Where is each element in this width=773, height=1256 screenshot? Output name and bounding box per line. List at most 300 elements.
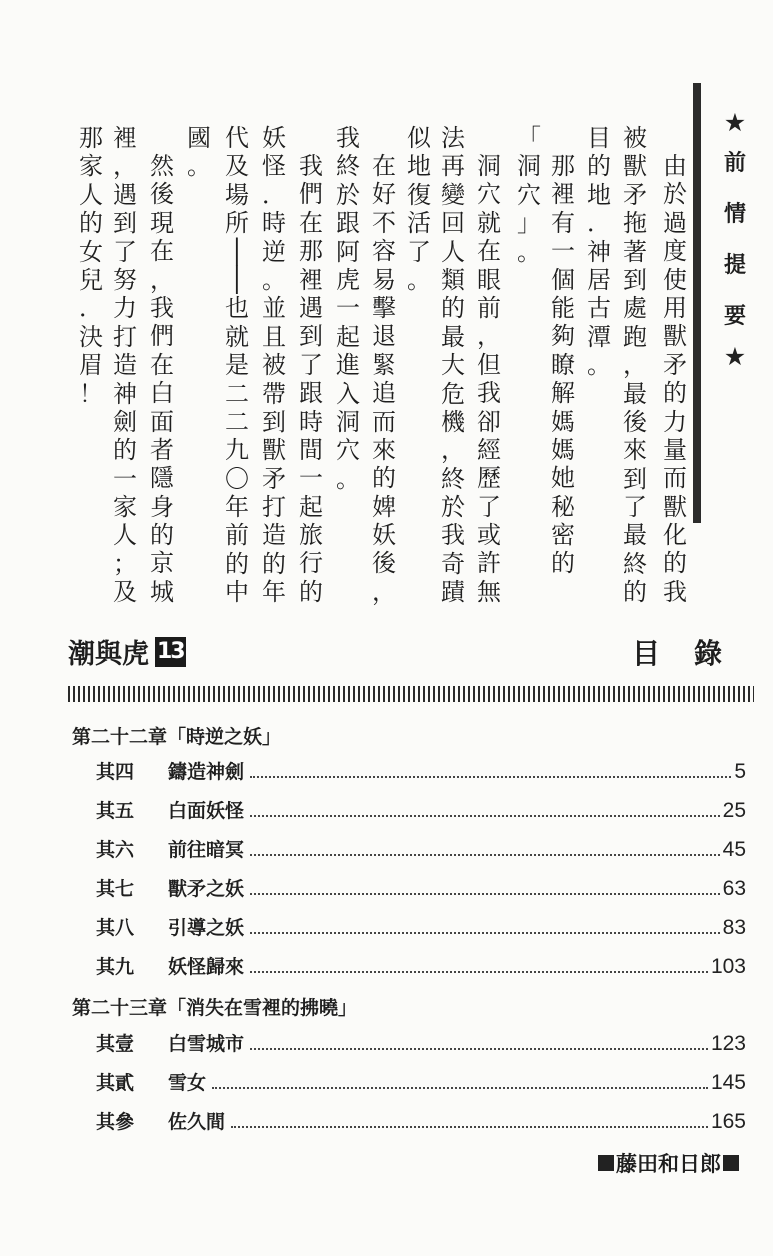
recap-char: ，: [113, 152, 137, 181]
recap-char: 矛: [262, 464, 286, 493]
recap-char: 後: [623, 407, 647, 436]
recap-char: 起: [299, 492, 323, 521]
recap-char: 到: [623, 265, 647, 294]
toc-entry[interactable]: [96, 914, 746, 940]
toc-entry[interactable]: [96, 758, 746, 784]
recap-char: 地: [587, 180, 611, 209]
recap-char: 家: [113, 493, 137, 522]
recap-char: 的: [441, 294, 465, 323]
recap-char: 前: [477, 293, 501, 322]
recap-char: 那: [79, 124, 103, 152]
recap-char: 終: [336, 152, 360, 181]
dot-leader: [250, 1047, 708, 1050]
chapter-heading: 第二十二章「時逆之妖」: [72, 726, 282, 748]
entry-title: 鑄造神劍: [168, 761, 245, 783]
recap-char: 機: [441, 407, 465, 436]
recap-char: 中: [225, 578, 249, 607]
recap-char: 〇: [225, 464, 249, 493]
entry-title: 白雪城市: [168, 1033, 245, 1055]
recap-char: 古: [587, 294, 611, 323]
recap-char: 居: [587, 265, 611, 294]
recap-column: [511, 124, 547, 266]
dot-leader: [250, 814, 720, 817]
recap-char: 造: [113, 351, 137, 380]
recap-char: 被: [623, 124, 647, 152]
recap-char: 入: [336, 379, 360, 408]
recap-heading: [718, 108, 752, 372]
recap-char: 一: [551, 237, 575, 266]
recap-char: 或: [477, 521, 501, 550]
recap-char: 且: [262, 322, 286, 351]
recap-char: 獸: [623, 152, 647, 181]
entry-page: 83: [722, 916, 746, 939]
recap-char: 力: [663, 407, 687, 436]
recap-char: 的: [79, 209, 103, 238]
recap-column: [401, 124, 437, 294]
recap-char: 我: [477, 379, 501, 408]
recap-char: ，: [441, 436, 465, 465]
recap-char: ，: [150, 265, 174, 294]
recap-char: 家: [79, 152, 103, 181]
entry-page: 63: [722, 877, 746, 900]
dot-leader: [250, 970, 708, 973]
recap-column: [73, 124, 109, 408]
recap-char: 眉: [79, 351, 103, 380]
recap-char: 」: [517, 209, 541, 238]
recap-char: 。: [187, 152, 211, 181]
recap-char: 現: [150, 208, 174, 237]
recap-char: 人: [79, 180, 103, 209]
recap-char: │: [229, 237, 245, 266]
recap-column: [293, 152, 329, 606]
recap-char: 逆: [262, 237, 286, 266]
recap-column: [581, 124, 617, 380]
recap-char: 好: [372, 180, 396, 209]
recap-char: 度: [663, 237, 687, 266]
author-credit: [596, 1148, 741, 1178]
recap-char: 來: [623, 436, 647, 465]
recap-char: 媽: [551, 407, 575, 436]
recap-column: [330, 124, 366, 493]
recap-char: 力: [113, 294, 137, 323]
recap-char: 到: [113, 209, 137, 238]
recap-char: 的: [299, 577, 323, 606]
recap-char: 後: [372, 549, 396, 578]
recap-char: 危: [441, 379, 465, 408]
recap-char: 不: [372, 208, 396, 237]
recap-char: 。: [262, 265, 286, 294]
recap-char: 的: [262, 549, 286, 578]
recap-char: 量: [663, 435, 687, 464]
recap-column: [107, 124, 143, 607]
recap-char: 但: [477, 350, 501, 379]
recap-char: 城: [150, 577, 174, 606]
recap-char: 我: [663, 577, 687, 606]
recap-column: [181, 124, 217, 181]
recap-char: 用: [663, 293, 687, 322]
recap-char: 似: [407, 124, 431, 152]
author-name: 藤田和日郎: [616, 1152, 721, 1176]
star-icon: ★: [723, 108, 747, 137]
recap-char: 在: [477, 237, 501, 266]
recap-char: 劍: [113, 407, 137, 436]
recap-char: 的: [663, 549, 687, 578]
recap-char: 那: [299, 237, 323, 266]
recap-char: 所: [225, 209, 249, 238]
entry-number: 其七: [96, 878, 135, 900]
recap-char: 在: [150, 350, 174, 379]
recap-char: 。: [587, 351, 611, 380]
entry-page: 145: [710, 1071, 746, 1094]
recap-heading-char: 前: [723, 151, 746, 176]
recap-char: 怪: [262, 152, 286, 181]
recap-char: 洞: [517, 152, 541, 181]
recap-char: 無: [477, 577, 501, 606]
recap-column: [545, 152, 581, 578]
recap-char: 兒: [79, 265, 103, 294]
recap-char: 後: [150, 180, 174, 209]
dot-leader: [231, 1125, 708, 1128]
recap-column: [657, 152, 693, 606]
recap-char: 遇: [299, 293, 323, 322]
recap-char: 裡: [299, 265, 323, 294]
recap-char: 努: [113, 265, 137, 294]
recap-char: 到: [623, 464, 647, 493]
recap-char: 歷: [477, 464, 501, 493]
recap-char: 跑: [623, 322, 647, 351]
entry-title: 佐久間: [168, 1111, 226, 1133]
recap-char: 緊: [372, 350, 396, 379]
toc-entry[interactable]: [96, 1069, 746, 1095]
entry-number: 其九: [96, 956, 135, 978]
recap-column: [435, 124, 471, 607]
recap-char: 眼: [477, 265, 501, 294]
recap-char: 們: [150, 322, 174, 351]
recap-divider-bar: [693, 83, 701, 523]
recap-char: 最: [441, 322, 465, 351]
recap-char: 人: [113, 521, 137, 550]
entry-page: 45: [722, 838, 746, 861]
entry-page: 103: [710, 955, 746, 978]
recap-char: 二: [225, 407, 249, 436]
recap-char: 是: [225, 351, 249, 380]
recap-body: [55, 124, 687, 607]
recap-char: 跟: [336, 209, 360, 238]
recap-char: 卻: [477, 407, 501, 436]
recap-char: 穴: [477, 180, 501, 209]
recap-char: 裡: [113, 124, 137, 152]
recap-char: 潭: [587, 322, 611, 351]
recap-char: 地: [407, 152, 431, 181]
recap-char: 類: [441, 265, 465, 294]
square-bullet-icon: [598, 1155, 614, 1171]
recap-column: [617, 124, 653, 607]
recap-char: 虎: [336, 265, 360, 294]
entry-page: 5: [734, 760, 746, 783]
entry-number: 其八: [96, 917, 135, 939]
recap-char: 變: [441, 180, 465, 209]
recap-char: 終: [441, 464, 465, 493]
recap-char: 年: [225, 493, 249, 522]
recap-char: 行: [299, 549, 323, 578]
recap-char: 復: [407, 180, 431, 209]
recap-char: 她: [551, 464, 575, 493]
recap-char: 來: [372, 435, 396, 464]
chapter-heading: 第二十三章「消失在雪裡的拂曉」: [72, 997, 358, 1019]
recap-char: 瞭: [551, 350, 575, 379]
recap-char: 的: [225, 549, 249, 578]
recap-char: 蹟: [441, 578, 465, 607]
recap-char: 容: [372, 237, 396, 266]
recap-char: 帶: [262, 379, 286, 408]
recap-char: 而: [372, 407, 396, 436]
recap-char: 在: [299, 208, 323, 237]
recap-char: 就: [225, 322, 249, 351]
recap-char: 婢: [372, 492, 396, 521]
toc-entry[interactable]: [96, 1108, 746, 1134]
recap-char: ．: [79, 294, 103, 323]
recap-char: 媽: [551, 435, 575, 464]
recap-char: 許: [477, 549, 501, 578]
recap-char: 活: [407, 209, 431, 238]
toc-divider-rule: [68, 686, 754, 702]
recap-char: 獸: [262, 436, 286, 465]
recap-char: 那: [551, 152, 575, 180]
recap-char: 獸: [663, 322, 687, 351]
entry-number: 其參: [96, 1111, 135, 1133]
recap-char: 打: [262, 493, 286, 522]
recap-char: 就: [477, 208, 501, 237]
recap-char: 旅: [299, 521, 323, 550]
recap-char: 被: [262, 351, 286, 380]
recap-char: 的: [623, 578, 647, 607]
recap-char: 妖: [372, 521, 396, 550]
entry-title: 白面妖怪: [168, 800, 245, 822]
recap-heading-char: 提: [723, 253, 746, 278]
recap-char: 退: [372, 322, 396, 351]
dot-leader: [212, 1086, 708, 1089]
recap-char: 時: [262, 209, 286, 238]
recap-char: 。: [336, 464, 360, 493]
recap-char: 於: [336, 180, 360, 209]
recap-char: ．: [262, 180, 286, 209]
recap-char: 遇: [113, 180, 137, 209]
recap-char: 國: [187, 124, 211, 152]
recap-char: 追: [372, 379, 396, 408]
entry-number: 其四: [96, 761, 135, 783]
recap-char: 於: [663, 180, 687, 209]
recap-char: 拖: [623, 209, 647, 238]
recap-char: 目: [587, 124, 611, 152]
recap-char: 擊: [372, 293, 396, 322]
recap-char: 然: [150, 152, 174, 180]
entry-number: 其六: [96, 839, 135, 861]
recap-heading-char: 要: [723, 304, 746, 329]
recap-char: 裡: [551, 180, 575, 209]
recap-char: 穴: [336, 436, 360, 465]
recap-char: 法: [441, 124, 465, 152]
recap-char: 矛: [623, 180, 647, 209]
recap-char: 著: [623, 237, 647, 266]
recap-char: 解: [551, 379, 575, 408]
recap-char: 進: [336, 351, 360, 380]
entry-number: 其五: [96, 800, 135, 822]
dot-leader: [250, 775, 731, 778]
recap-char: 由: [663, 152, 687, 180]
recap-char: 的: [551, 549, 575, 578]
entry-title: 獸矛之妖: [168, 878, 245, 900]
recap-char: 了: [623, 493, 647, 522]
square-bullet-icon: [723, 1155, 739, 1171]
recap-char: 代: [225, 124, 249, 152]
recap-char: 並: [262, 294, 286, 323]
recap-char: 我: [336, 124, 360, 152]
recap-char: 的: [150, 521, 174, 550]
recap-char: 到: [299, 322, 323, 351]
recap-char: 。: [407, 265, 431, 294]
recap-char: 神: [113, 379, 137, 408]
series-name: 潮與虎: [68, 639, 149, 670]
recap-char: 而: [663, 464, 687, 493]
entry-title: 妖怪歸來: [168, 956, 245, 978]
recap-char: 奇: [441, 549, 465, 578]
recap-char: 一: [113, 464, 137, 493]
recap-char: 使: [663, 265, 687, 294]
recap-char: 造: [262, 521, 286, 550]
recap-char: 我: [299, 152, 323, 180]
recap-char: 打: [113, 322, 137, 351]
recap-char: 易: [372, 265, 396, 294]
recap-char: 隱: [150, 464, 174, 493]
recap-column: [219, 124, 255, 607]
recap-char: 們: [299, 180, 323, 209]
recap-char: 的: [663, 379, 687, 408]
recap-char: ；: [113, 549, 137, 578]
recap-char: 也: [225, 294, 249, 323]
toc-entry[interactable]: [96, 797, 746, 823]
recap-char: 阿: [336, 237, 360, 266]
recap-char: 矛: [663, 350, 687, 379]
recap-column: [366, 152, 402, 606]
toc-entry[interactable]: [96, 836, 746, 862]
recap-char: 的: [587, 152, 611, 181]
dot-leader: [250, 892, 720, 895]
entry-title: 引導之妖: [168, 917, 245, 939]
star-icon: ★: [723, 342, 747, 371]
recap-char: 的: [113, 436, 137, 465]
entry-title: 前往暗冥: [168, 839, 245, 861]
recap-char: 。: [517, 237, 541, 266]
recap-char: 最: [623, 379, 647, 408]
recap-char: 到: [262, 407, 286, 436]
recap-char: 人: [441, 237, 465, 266]
recap-char: 秘: [551, 492, 575, 521]
recap-char: 的: [372, 464, 396, 493]
recap-char: 再: [441, 152, 465, 181]
recap-char: ，: [372, 577, 396, 606]
recap-char: 處: [623, 294, 647, 323]
recap-char: 了: [299, 350, 323, 379]
recap-char: │: [229, 265, 245, 294]
recap-char: 回: [441, 209, 465, 238]
recap-char: 一: [299, 464, 323, 493]
recap-column: [256, 124, 292, 607]
recap-char: 了: [477, 492, 501, 521]
recap-char: 起: [336, 322, 360, 351]
entry-page: 25: [722, 799, 746, 822]
recap-char: 時: [299, 407, 323, 436]
recap-char: 洞: [336, 407, 360, 436]
recap-char: 我: [150, 293, 174, 322]
recap-char: 跟: [299, 379, 323, 408]
recap-char: 了: [407, 237, 431, 266]
toc-label: 目錄: [632, 637, 757, 670]
recap-char: 場: [225, 180, 249, 209]
recap-char: 化: [663, 521, 687, 550]
recap-char: 京: [150, 549, 174, 578]
recap-char: 了: [113, 237, 137, 266]
recap-char: 神: [587, 237, 611, 266]
recap-char: 夠: [551, 322, 575, 351]
recap-char: 密: [551, 521, 575, 550]
recap-column: [144, 152, 180, 606]
recap-char: 二: [225, 379, 249, 408]
recap-char: 妖: [262, 124, 286, 152]
recap-char: 及: [113, 578, 137, 607]
recap-char: 白: [150, 379, 174, 408]
series-title: [68, 632, 186, 671]
recap-char: 大: [441, 351, 465, 380]
recap-char: 經: [477, 435, 501, 464]
entry-page: 165: [710, 1110, 746, 1133]
recap-char: 終: [623, 549, 647, 578]
recap-char: ，: [477, 322, 501, 351]
recap-char: 在: [372, 152, 396, 180]
recap-char: 一: [336, 294, 360, 323]
recap-char: 面: [150, 407, 174, 436]
dot-leader: [250, 931, 720, 934]
recap-char: 九: [225, 436, 249, 465]
recap-char: 前: [225, 521, 249, 550]
recap-char: 能: [551, 293, 575, 322]
toc-entry[interactable]: [96, 1030, 746, 1056]
recap-char: 間: [299, 435, 323, 464]
recap-char: 穴: [517, 180, 541, 209]
recap-char: 獸: [663, 492, 687, 521]
toc-entry[interactable]: [96, 953, 746, 979]
recap-char: ．: [587, 209, 611, 238]
entry-page: 123: [710, 1032, 746, 1055]
recap-char: 決: [79, 322, 103, 351]
toc-entry[interactable]: [96, 875, 746, 901]
recap-char: 女: [79, 237, 103, 266]
recap-heading-char: 情: [723, 202, 746, 227]
entry-number: 其貳: [96, 1072, 135, 1094]
recap-char: 「: [517, 124, 541, 152]
recap-char: 最: [623, 521, 647, 550]
recap-char: 過: [663, 208, 687, 237]
recap-char: 洞: [477, 152, 501, 180]
recap-char: 我: [441, 521, 465, 550]
recap-char: 在: [150, 237, 174, 266]
recap-char: ！: [79, 379, 103, 408]
recap-char: 於: [441, 493, 465, 522]
dot-leader: [250, 853, 720, 856]
recap-char: ，: [623, 351, 647, 380]
recap-char: 及: [225, 152, 249, 181]
volume-badge: 13: [155, 637, 186, 667]
recap-char: 年: [262, 578, 286, 607]
